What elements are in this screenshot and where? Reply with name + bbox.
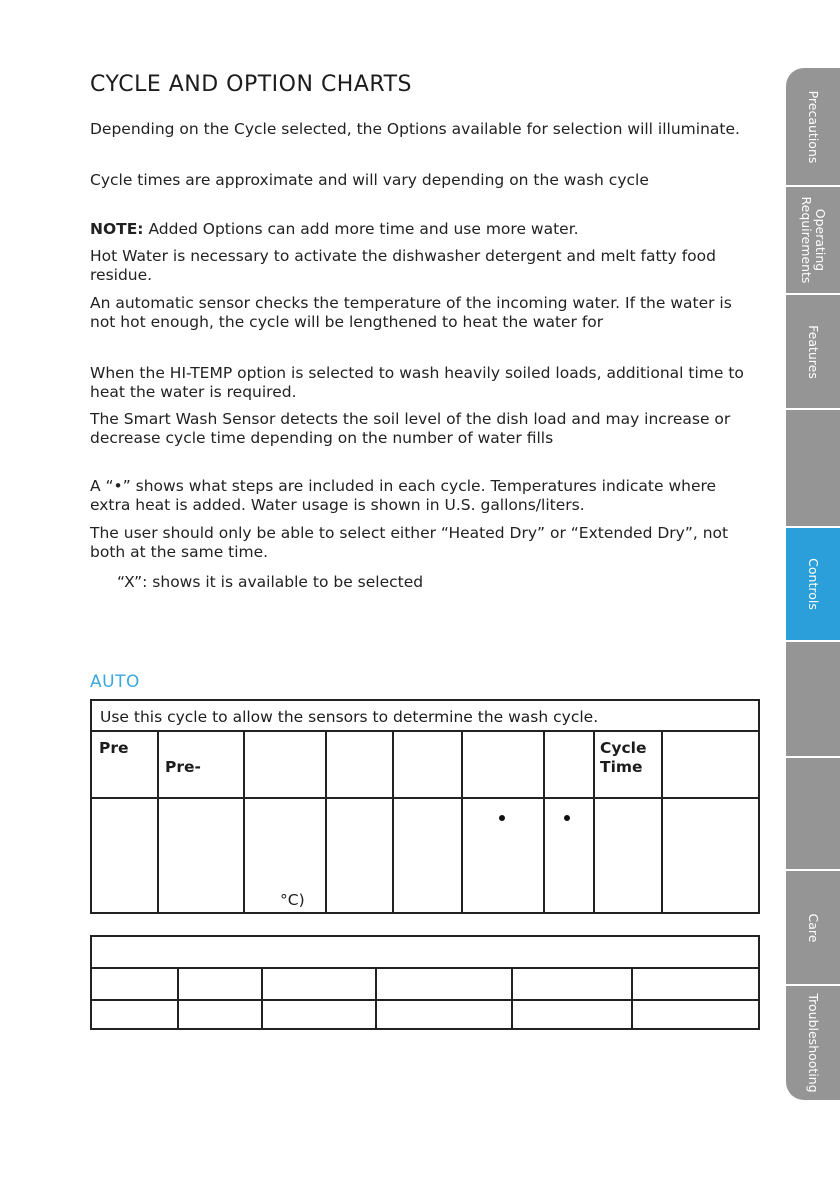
table-column-divider [375,967,377,1028]
paragraph-automatic-sensor: An automatic sensor checks the temperature of the incoming water. If the water is not hot enough, the cycle will be lengthened to heat the water for [90,294,732,331]
paragraph-hi-temp: When the HI-TEMP option is selected to wash heavily soiled loads, additional time to heat the water is required. [90,364,744,401]
header-cycle-time: Cycle Time [600,739,647,776]
table-row-divider [92,967,758,969]
options-table [90,935,760,1030]
paragraph-cycle-times: Cycle times are approximate and will vary depending on the wash cycle [90,171,649,189]
paragraph-options-illuminate: Depending on the Cycle selected, the Options available for selection will illuminate. [90,120,740,138]
auto-table-description: Use this cycle to allow the sensors to determine the wash cycle. [92,701,758,732]
step-included-dot [499,815,505,821]
tab-blank-2[interactable] [786,641,840,757]
table-column-divider [243,732,245,912]
tab-divider [786,293,840,295]
paragraph-dry-selection: The user should only be able to select either “Heated Dry” or “Extended Dry”, not both at the same time. [90,524,729,561]
tab-divider [786,640,840,642]
tab-blank-1[interactable] [786,409,840,527]
table-column-divider [177,967,179,1028]
table-column-divider [511,967,513,1028]
page-title: CYCLE AND OPTION CHARTS [90,72,412,97]
paragraph-smart-wash: The Smart Wash Sensor detects the soil level of the dish load and may increase or decrease cycle time depending on the number of water fills [90,410,731,447]
step-included-dot [564,815,570,821]
tab-divider [786,756,840,758]
paragraph-x-legend: “X”: shows it is available to be selected [117,573,424,591]
header-pre-wash: Pre- [165,758,201,776]
tab-divider [786,526,840,528]
header-pre: Pre [99,739,129,757]
table-column-divider [325,732,327,912]
auto-cycle-table [90,699,760,914]
tab-care[interactable] [786,870,840,985]
tab-precautions[interactable] [786,68,840,186]
table-column-divider [157,732,159,912]
tab-divider [786,185,840,187]
paragraph-hot-water: Hot Water is necessary to activate the dishwasher detergent and melt fatty food residue. [90,247,716,284]
table-column-divider [661,732,663,912]
tab-label: Controls [806,558,821,610]
table-column-divider [593,732,595,912]
table-column-divider [261,967,263,1028]
tab-blank-3[interactable] [786,757,840,870]
table-column-divider [461,732,463,912]
note-label: NOTE: [90,220,144,238]
tab-operating-requirements[interactable] [786,186,840,294]
table-column-divider [392,732,394,912]
tab-divider [786,408,840,410]
tab-controls[interactable] [786,527,840,641]
tab-label: Troubleshooting [806,992,821,1093]
table-column-divider [543,732,545,912]
note-paragraph [90,220,760,239]
tab-label: Operating Requirements [799,196,828,284]
tab-label: Features [806,324,821,379]
tab-divider [786,869,840,871]
note-text: Added Options can add more time and use more water. [143,220,579,238]
tab-divider [786,984,840,986]
temperature-cell: °C) [280,891,305,909]
table-row-divider [92,797,758,799]
section-heading-auto: AUTO [90,672,140,692]
paragraph-dot-legend: A “•” shows what steps are included in each cycle. Temperatures indicate where extra heat is added. Water usage is shown in U.S. gallons/liters. [90,477,717,514]
tab-features[interactable] [786,294,840,409]
side-tab-nav [786,68,840,1100]
table-row-divider [92,999,758,1001]
tab-troubleshooting[interactable] [786,985,840,1100]
tab-label: Care [806,913,821,942]
table-column-divider [631,967,633,1028]
tab-label: Precautions [806,90,821,164]
